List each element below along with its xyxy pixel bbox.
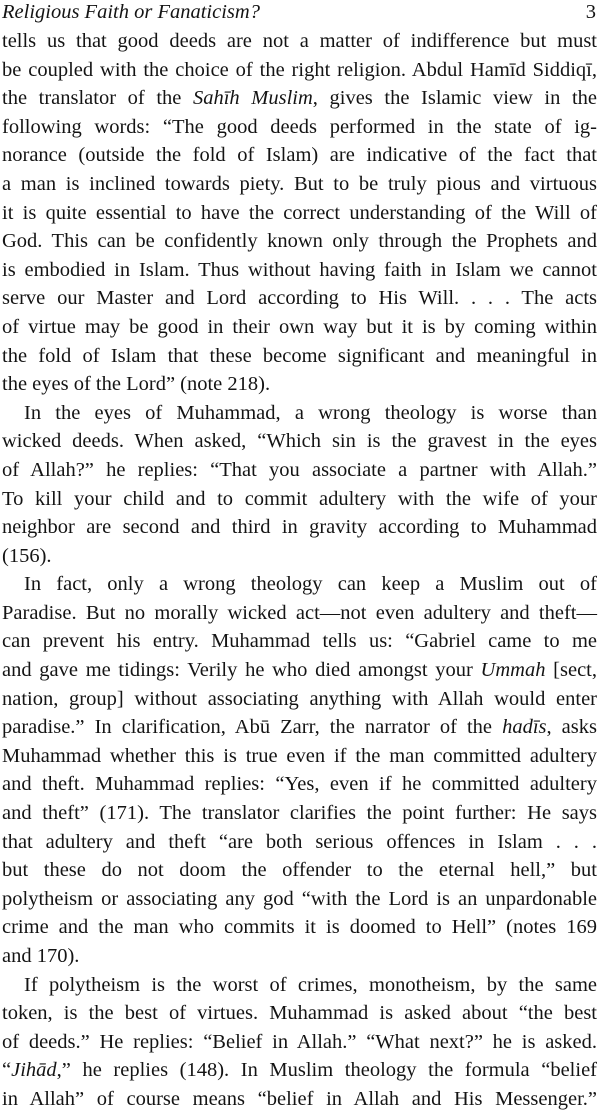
text-segment: [sect, [545, 659, 597, 682]
text-line [2, 342, 597, 371]
text-segment: ,” he replies (148). In Muslim theology the formula “belief [56, 1059, 597, 1082]
paragraph [2, 27, 597, 399]
text-line [2, 685, 597, 714]
text-segment: token, is the best of virtues. Muhammad is asked about “the best [2, 1002, 597, 1025]
text-segment: Paradise. But no morally wicked act—not even adultery and theft— [2, 601, 597, 624]
text-line [2, 913, 597, 942]
text-line [2, 27, 597, 56]
text-line [2, 399, 597, 428]
text-line [2, 885, 597, 914]
text-segment: God. This can be confidently known only through the Prophets and [2, 230, 597, 253]
text-line [2, 656, 597, 685]
text-line [2, 542, 597, 571]
text-line [2, 770, 597, 799]
text-segment: In the eyes of Muhammad, a wrong theology is worse than [24, 401, 597, 424]
paragraph [2, 971, 597, 1114]
text-segment: crime and the man who commits it is doomed to Hell” (notes 169 [2, 916, 597, 939]
text-line [2, 999, 597, 1028]
text-segment: it is quite essential to have the correct understanding of the Will of [2, 201, 597, 224]
text-line [2, 313, 597, 342]
text-line [2, 742, 597, 771]
text-line [2, 1085, 597, 1114]
text-segment: Muhammad whether this is true even if the man committed adultery [2, 744, 597, 767]
text-segment: the eyes of the Lord” (note 218). [2, 373, 271, 396]
text-line [2, 485, 597, 514]
text-line [2, 599, 597, 628]
text-line [2, 427, 597, 456]
text-segment: following words: “The good deeds performed in the state of ig- [2, 115, 597, 138]
running-title: Religious Faith or Fanaticism? [2, 1, 260, 23]
page-number: 3 [585, 1, 596, 23]
text-line [2, 227, 597, 256]
text-segment: “ [2, 1059, 12, 1082]
text-line [2, 828, 597, 857]
text-segment: a man is inclined towards piety. But to be truly pious and virtuous [2, 172, 597, 195]
text-segment: In fact, only a wrong theology can keep a Muslim out of [24, 573, 597, 596]
text-segment: but these do not doom the offender to the eternal hell,” but [2, 859, 597, 882]
text-line [2, 370, 597, 399]
text-line [2, 513, 597, 542]
text-segment: the fold of Islam that these become significant and meaningful in [2, 344, 597, 367]
text-line [2, 170, 597, 199]
text-segment: serve our Master and Lord according to His Will. . . . The acts [2, 287, 597, 310]
text-line [2, 942, 597, 971]
text-segment: If polytheism is the worst of crimes, monotheism, by the same [24, 973, 597, 996]
text-segment: (156). [2, 544, 52, 567]
text-segment: in Allah” of course means “belief in Allah and His Messenger.” [2, 1087, 597, 1110]
italic-term: hadīs [502, 716, 547, 739]
text-line [2, 1056, 597, 1085]
text-line [2, 84, 597, 113]
text-line [2, 284, 597, 313]
text-segment: wicked deeds. When asked, “Which sin is the gravest in the eyes [2, 430, 597, 453]
text-line [2, 141, 597, 170]
text-line [2, 856, 597, 885]
text-segment: can prevent his entry. Muhammad tells us: “Gabriel came to me [2, 630, 597, 653]
text-line [2, 113, 597, 142]
text-segment: of virtue may be good in their own way but it is by coming within [2, 315, 597, 338]
text-line [2, 1028, 597, 1057]
text-segment: that adultery and theft “are both serious offences in Islam . . . [2, 830, 597, 853]
text-segment: paradise.” In clarification, Abū Zarr, the narrator of the [2, 716, 503, 739]
text-segment: of Allah?” he replies: “That you associate a partner with Allah.” [2, 458, 597, 481]
text-line [2, 627, 597, 656]
text-line [2, 56, 597, 85]
text-segment: nation, group] without associating anything with Allah would enter [2, 687, 597, 710]
text-segment: tells us that good deeds are not a matter of indifference but must [2, 30, 597, 52]
italic-term: Sahīh Muslim [192, 87, 313, 110]
text-segment: be coupled with the choice of the right religion. Abdul Hamīd Siddiqī, [2, 58, 597, 81]
text-line [2, 971, 597, 1000]
text-segment: is embodied in Islam. Thus without having faith in Islam we cannot [2, 258, 597, 281]
paragraph [2, 570, 597, 970]
text-segment: , gives the Islamic view in the [312, 87, 597, 110]
text-segment: and 170). [2, 945, 80, 967]
text-segment: and gave me tidings: Verily he who died amongst your [2, 659, 481, 682]
paragraph [2, 399, 597, 571]
italic-term: Jihād [11, 1059, 57, 1082]
text-segment: , asks [546, 716, 597, 739]
text-segment: To kill your child and to commit adultery with the wife of your [2, 487, 597, 510]
text-line [2, 199, 597, 228]
body-text [2, 27, 597, 1114]
text-line [2, 713, 597, 742]
text-segment: and theft. Muhammad replies: “Yes, even if he committed adultery [2, 773, 597, 796]
running-header [2, 0, 596, 26]
text-segment: norance (outside the fold of Islam) are indicative of the fact that [2, 144, 597, 167]
text-segment: of deeds.” He replies: “Belief in Allah.” “What next?” he is asked. [2, 1030, 597, 1053]
text-line [2, 570, 597, 599]
text-segment: the translator of the [2, 87, 193, 110]
italic-term: Ummah [480, 659, 546, 682]
text-segment: and theft” (171). The translator clarifies the point further: He says [2, 802, 597, 825]
text-line [2, 256, 597, 285]
text-segment: neighbor are second and third in gravity according to Muhammad [2, 516, 597, 539]
text-line [2, 456, 597, 485]
text-line [2, 799, 597, 828]
text-segment: polytheism or associating any god “with the Lord is an unpardonable [2, 887, 597, 910]
